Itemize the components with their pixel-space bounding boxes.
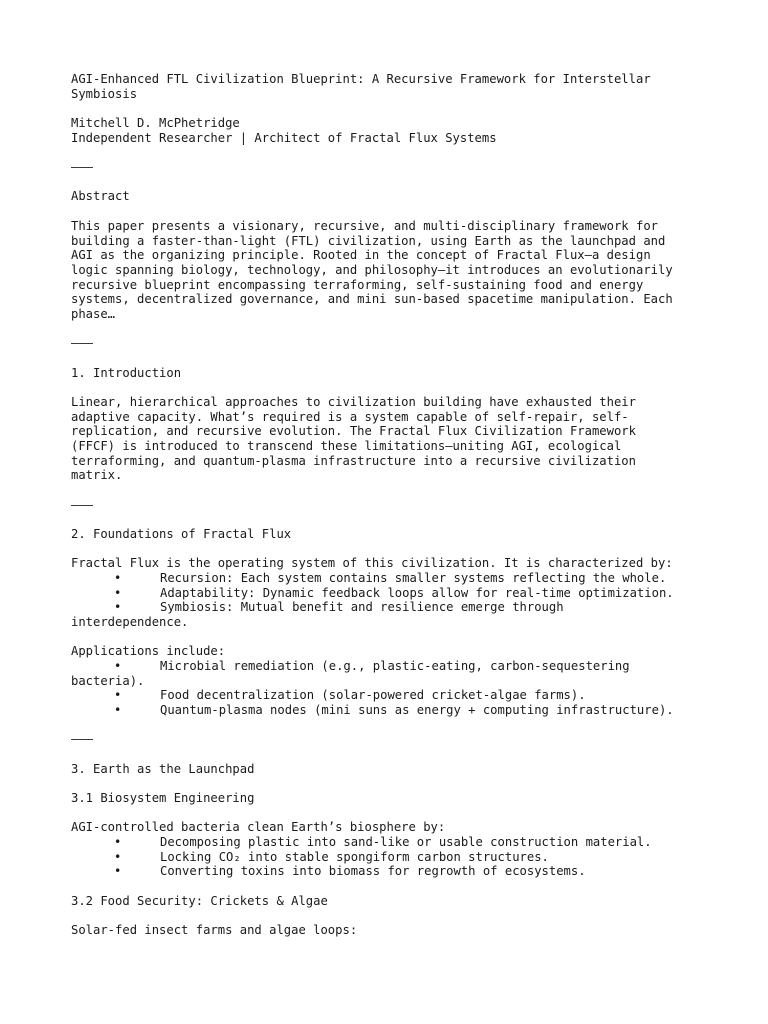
bullet-icon: • xyxy=(114,864,122,878)
applications-heading: Applications include: xyxy=(71,644,226,658)
application-text: Quantum-plasma nodes (mini suns as energy + computing infrastructure). xyxy=(160,703,674,717)
foundations-intro: Fractal Flux is the operating system of this civilization. It is characterized by: xyxy=(71,556,673,570)
paper-title-line-1: AGI-Enhanced FTL Civilization Blueprint: A Recursive Framework for Interstellar xyxy=(71,72,651,86)
food-security-heading: 3.2 Food Security: Crickets & Algae xyxy=(71,894,328,908)
trait-continuation: interdependence. xyxy=(71,615,189,629)
introduction-line: (FFCF) is introduced to transcend these limitations—uniting AGI, ecological xyxy=(71,439,622,453)
abstract-line: This paper presents a visionary, recursive, and multi-disciplinary framework for xyxy=(71,219,658,233)
abstract-line: recursive blueprint encompassing terraforming, self-sustaining food and energy xyxy=(71,278,644,292)
section-separator: ——— xyxy=(71,336,94,350)
biosystem-text: Locking CO₂ into stable spongiform carbon structures. xyxy=(160,850,549,864)
introduction-line: replication, and recursive evolution. The Fractal Flux Civilization Framework xyxy=(71,424,636,438)
bullet-icon: • xyxy=(114,571,122,585)
foundations-heading: 2. Foundations of Fractal Flux xyxy=(71,527,292,541)
abstract-line: systems, decentralized governance, and mini sun-based spacetime manipulation. Each xyxy=(71,292,673,306)
bullet-icon: • xyxy=(114,835,122,849)
biosystem-heading: 3.1 Biosystem Engineering xyxy=(71,791,255,805)
abstract-line: logic spanning biology, technology, and philosophy—it introduces an evolutionarily xyxy=(71,263,673,277)
bullet-icon: • xyxy=(114,586,122,600)
food-security-intro: Solar-fed insect farms and algae loops: xyxy=(71,923,358,937)
biosystem-text: Decomposing plastic into sand-like or usable construction material. xyxy=(160,835,652,849)
introduction-line: adaptive capacity. What’s required is a system capable of self-repair, self- xyxy=(71,410,629,424)
author-name: Mitchell D. McPhetridge xyxy=(71,116,240,130)
abstract-line: building a faster-than-light (FTL) civilization, using Earth as the launchpad and xyxy=(71,234,666,248)
abstract-line: AGI as the organizing principle. Rooted in the concept of Fractal Flux—a design xyxy=(71,248,651,262)
author-affiliation: Independent Researcher | Architect of Fractal Flux Systems xyxy=(71,131,497,145)
section-separator: ——— xyxy=(71,160,94,174)
introduction-heading: 1. Introduction xyxy=(71,366,182,380)
paper-title-line-2: Symbiosis xyxy=(71,87,138,101)
abstract-line: phase… xyxy=(71,307,116,321)
application-continuation: bacteria). xyxy=(71,674,145,688)
bullet-icon: • xyxy=(114,659,122,673)
abstract-heading: Abstract xyxy=(71,189,130,203)
biosystem-text: Converting toxins into biomass for regrowth of ecosystems. xyxy=(160,864,586,878)
trait-text: Recursion: Each system contains smaller systems reflecting the whole. xyxy=(160,571,667,585)
application-text: Microbial remediation (e.g., plastic-eating, carbon-sequestering xyxy=(160,659,630,673)
trait-text: Adaptability: Dynamic feedback loops allow for real-time optimization. xyxy=(160,586,674,600)
section-separator: ——— xyxy=(71,498,94,512)
bullet-icon: • xyxy=(114,703,122,717)
section-separator: ——— xyxy=(71,732,94,746)
launchpad-heading: 3. Earth as the Launchpad xyxy=(71,762,255,776)
application-text: Food decentralization (solar-powered cricket-algae farms). xyxy=(160,688,586,702)
introduction-line: terraforming, and quantum-plasma infrastructure into a recursive civilization xyxy=(71,454,636,468)
bullet-icon: • xyxy=(114,600,122,614)
biosystem-intro: AGI-controlled bacteria clean Earth’s biosphere by: xyxy=(71,820,446,834)
bullet-icon: • xyxy=(114,850,122,864)
introduction-line: Linear, hierarchical approaches to civilization building have exhausted their xyxy=(71,395,636,409)
introduction-line: matrix. xyxy=(71,468,123,482)
trait-text: Symbiosis: Mutual benefit and resilience emerge through xyxy=(160,600,564,614)
bullet-icon: • xyxy=(114,688,122,702)
